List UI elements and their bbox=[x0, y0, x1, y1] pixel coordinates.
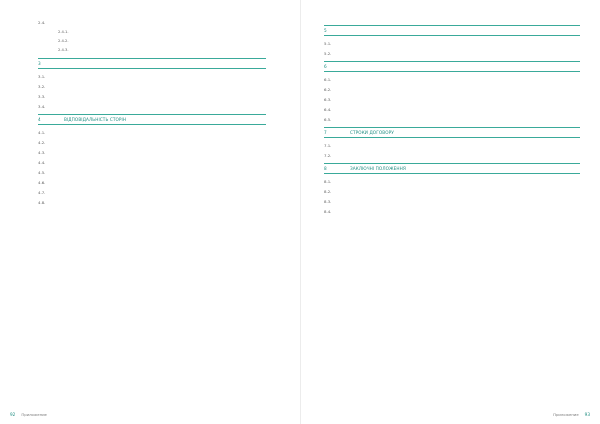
section-heading bbox=[324, 61, 580, 72]
clause bbox=[324, 143, 580, 148]
clause-text bbox=[350, 199, 580, 204]
clause bbox=[38, 84, 266, 89]
clause-number: 6.1. bbox=[324, 77, 332, 82]
clause-number: 4.7. bbox=[38, 190, 46, 195]
subclause-text bbox=[82, 48, 266, 53]
page-number: 93 bbox=[584, 412, 590, 417]
clause bbox=[324, 97, 580, 102]
clause-text bbox=[64, 20, 266, 25]
clause-number: 6.4. bbox=[324, 107, 332, 112]
clause-number: 4.8. bbox=[38, 200, 46, 205]
clause-text bbox=[64, 84, 266, 89]
clause-number: 4.4. bbox=[38, 160, 46, 165]
clause-number: 6.3. bbox=[324, 97, 332, 102]
section-heading bbox=[324, 127, 580, 138]
clause-number: 3.2. bbox=[38, 84, 46, 89]
clause-text bbox=[350, 87, 580, 92]
clause bbox=[324, 179, 580, 184]
section-number: 8 bbox=[324, 166, 327, 171]
clause-text bbox=[350, 97, 580, 102]
subclause bbox=[58, 30, 266, 35]
clause bbox=[38, 170, 266, 175]
section-number: 7 bbox=[324, 130, 327, 135]
clause-text bbox=[350, 117, 580, 122]
clause-number: 3.1. bbox=[38, 74, 46, 79]
clause-text bbox=[350, 107, 580, 112]
clause-number: 8.1. bbox=[324, 179, 332, 184]
clause bbox=[38, 74, 266, 79]
section-title: ЗАКЛЮЧНІ ПОЛОЖЕННЯ bbox=[350, 166, 406, 171]
clause-number: 6.5. bbox=[324, 117, 332, 122]
clause-number: 3.3. bbox=[38, 94, 46, 99]
clause-number: 4.1. bbox=[38, 130, 46, 135]
clause-text bbox=[64, 160, 266, 165]
subclause-text bbox=[82, 30, 266, 35]
clause-text bbox=[350, 143, 580, 148]
subclause bbox=[58, 39, 266, 44]
page-footer bbox=[553, 412, 590, 417]
clause-number: 8.4. bbox=[324, 209, 332, 214]
clause bbox=[324, 51, 580, 56]
clause bbox=[38, 180, 266, 185]
subclause-text bbox=[82, 39, 266, 44]
subclause bbox=[58, 48, 266, 53]
clause-text bbox=[350, 153, 580, 158]
clause bbox=[38, 160, 266, 165]
clause-number: 5.1. bbox=[324, 41, 332, 46]
section-title: ВІДПОВІДАЛЬНІСТЬ СТОРІН bbox=[64, 117, 127, 122]
clause bbox=[38, 104, 266, 109]
clause-text bbox=[64, 200, 266, 205]
clause bbox=[38, 150, 266, 155]
right-page bbox=[300, 0, 600, 424]
clause bbox=[324, 77, 580, 82]
clause-number: 3.4. bbox=[38, 104, 46, 109]
right-column bbox=[324, 20, 580, 219]
clause bbox=[38, 130, 266, 135]
clause-number: 7.2. bbox=[324, 153, 332, 158]
clause-number: 6.2. bbox=[324, 87, 332, 92]
section-heading bbox=[324, 163, 580, 174]
clause bbox=[38, 20, 266, 25]
clause bbox=[38, 200, 266, 205]
section-heading bbox=[38, 58, 266, 69]
clause bbox=[38, 190, 266, 195]
clause-text bbox=[64, 170, 266, 175]
clause bbox=[324, 41, 580, 46]
section-number: 6 bbox=[324, 64, 327, 69]
clause-text bbox=[350, 41, 580, 46]
clause-text bbox=[64, 180, 266, 185]
clause-text bbox=[64, 130, 266, 135]
section-heading bbox=[324, 25, 580, 36]
clause-text bbox=[64, 140, 266, 145]
page-name: Приложение bbox=[21, 412, 47, 417]
clause bbox=[38, 140, 266, 145]
clause bbox=[324, 209, 580, 214]
clause-number: 4.5. bbox=[38, 170, 46, 175]
clause-number: 7.1. bbox=[324, 143, 332, 148]
clause-text bbox=[64, 94, 266, 99]
clause-text bbox=[64, 104, 266, 109]
clause bbox=[38, 94, 266, 99]
clause-text bbox=[350, 77, 580, 82]
subclause-number: 2.4.1. bbox=[58, 30, 69, 34]
clause-number: 8.2. bbox=[324, 189, 332, 194]
clause-text bbox=[350, 209, 580, 214]
section-heading bbox=[38, 114, 266, 125]
section-number: 4 bbox=[38, 117, 41, 122]
page-footer bbox=[10, 412, 47, 417]
left-column bbox=[38, 20, 266, 210]
page-number: 92 bbox=[10, 412, 16, 417]
clause-number: 4.6. bbox=[38, 180, 46, 185]
clause-number: 2.4. bbox=[38, 20, 46, 25]
clause-text bbox=[350, 179, 580, 184]
clause-number: 8.3. bbox=[324, 199, 332, 204]
clause-text bbox=[64, 74, 266, 79]
clause-text bbox=[350, 51, 580, 56]
section-title: СТРОКИ ДОГОВОРУ bbox=[350, 130, 394, 135]
clause-text bbox=[350, 189, 580, 194]
clause bbox=[324, 189, 580, 194]
clause bbox=[324, 199, 580, 204]
page-name: Приложение bbox=[553, 412, 579, 417]
section-number: 5 bbox=[324, 28, 327, 33]
clause-text bbox=[64, 190, 266, 195]
clause-number: 4.3. bbox=[38, 150, 46, 155]
clause bbox=[324, 117, 580, 122]
clause-text bbox=[64, 150, 266, 155]
section-number: 3 bbox=[38, 61, 41, 66]
subclause-number: 2.4.2. bbox=[58, 39, 69, 43]
clause-number: 4.2. bbox=[38, 140, 46, 145]
clause bbox=[324, 87, 580, 92]
subclause-number: 2.4.3. bbox=[58, 48, 69, 52]
clause bbox=[324, 107, 580, 112]
clause-number: 5.2. bbox=[324, 51, 332, 56]
clause bbox=[324, 153, 580, 158]
